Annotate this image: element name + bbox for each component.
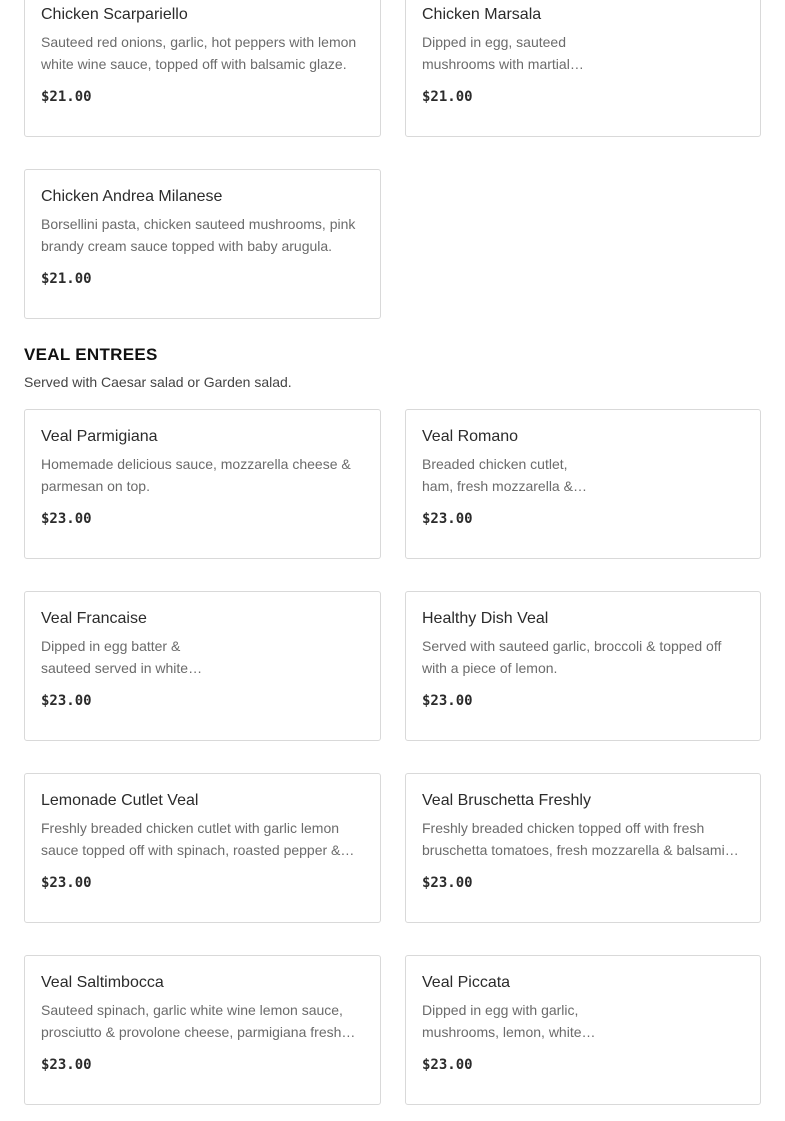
menu-item-card[interactable]: [405, 409, 761, 559]
menu-item-price: $23.00: [41, 1057, 92, 1073]
menu-item-card[interactable]: [24, 773, 381, 923]
menu-item-price: $23.00: [41, 875, 92, 891]
menu-item-card[interactable]: [405, 0, 761, 137]
menu-item-name: Chicken Andrea Milanese: [41, 188, 223, 205]
menu-item-description: Freshly breaded chicken topped off with fresh bruschetta tomatoes, fresh mozzarella & balsamic: [422, 820, 732, 858]
menu-item-name: Chicken Scarpariello: [41, 6, 188, 23]
menu-item-name: Veal Saltimbocca: [41, 974, 164, 991]
menu-item-card[interactable]: [24, 955, 381, 1105]
menu-item-price: $23.00: [41, 511, 92, 527]
menu-item-price: $23.00: [422, 875, 473, 891]
menu-item-description: Dipped in egg, sauteed mushrooms with martial: [422, 34, 570, 72]
section-title: VEAL ENTREES: [24, 345, 158, 364]
menu-item-price: $21.00: [41, 271, 92, 287]
menu-item-name: Veal Francaise: [41, 610, 147, 627]
menu-item-description: Dipped in egg with garlic, mushrooms, lemon, white: [422, 1002, 582, 1040]
menu-item-card[interactable]: [405, 773, 761, 923]
menu-item-name: Healthy Dish Veal: [422, 610, 549, 627]
menu-item-price: $21.00: [41, 89, 92, 105]
menu-item-name: Veal Romano: [422, 428, 519, 445]
menu-item-name: Veal Parmigiana: [41, 428, 158, 445]
menu-item-description: Sauteed red onions, garlic, hot peppers with lemon white wine sauce, topped off with balsamic glaze.: [41, 34, 357, 72]
menu-item-card[interactable]: [24, 169, 381, 319]
menu-item-name: Veal Bruschetta Freshly: [422, 792, 591, 809]
menu-item-price: $23.00: [422, 511, 473, 527]
menu-item-description: Served with sauteed garlic, broccoli & topped off with a piece of lemon.: [422, 638, 722, 676]
menu-item-price: $21.00: [422, 89, 473, 105]
menu-item-description: Dipped in egg batter & sauteed served in white: [41, 638, 189, 676]
menu-item-description: Homemade delicious sauce, mozzarella cheese & parmesan on top.: [41, 456, 351, 494]
menu-item-card[interactable]: [405, 591, 761, 741]
menu-item-description: Freshly breaded chicken cutlet with garlic lemon sauce topped off with spinach, roasted pepper &: [41, 820, 341, 858]
menu-item-name: Chicken Marsala: [422, 6, 542, 23]
menu-item-price: $23.00: [422, 1057, 473, 1073]
menu-item-price: $23.00: [41, 693, 92, 709]
menu-item-description: Sauteed spinach, garlic white wine lemon sauce, prosciutto & provolone cheese, parmigiana fresh: [41, 1002, 343, 1040]
menu-item-card[interactable]: [24, 0, 381, 137]
menu-item-price: $23.00: [422, 693, 473, 709]
menu-item-name: Lemonade Cutlet Veal: [41, 792, 199, 809]
menu-item-card[interactable]: [24, 409, 381, 559]
menu-item-description: Breaded chicken cutlet, ham, fresh mozzarella &: [422, 456, 573, 494]
section-subtitle: Served with Caesar salad or Garden salad.: [24, 374, 292, 390]
menu-item-name: Veal Piccata: [422, 974, 511, 991]
menu-item-card[interactable]: [405, 955, 761, 1105]
menu-item-card[interactable]: [24, 591, 381, 741]
menu-item-description: Borsellini pasta, chicken sauteed mushrooms, pink brandy cream sauce topped with baby arugula.: [41, 216, 356, 254]
